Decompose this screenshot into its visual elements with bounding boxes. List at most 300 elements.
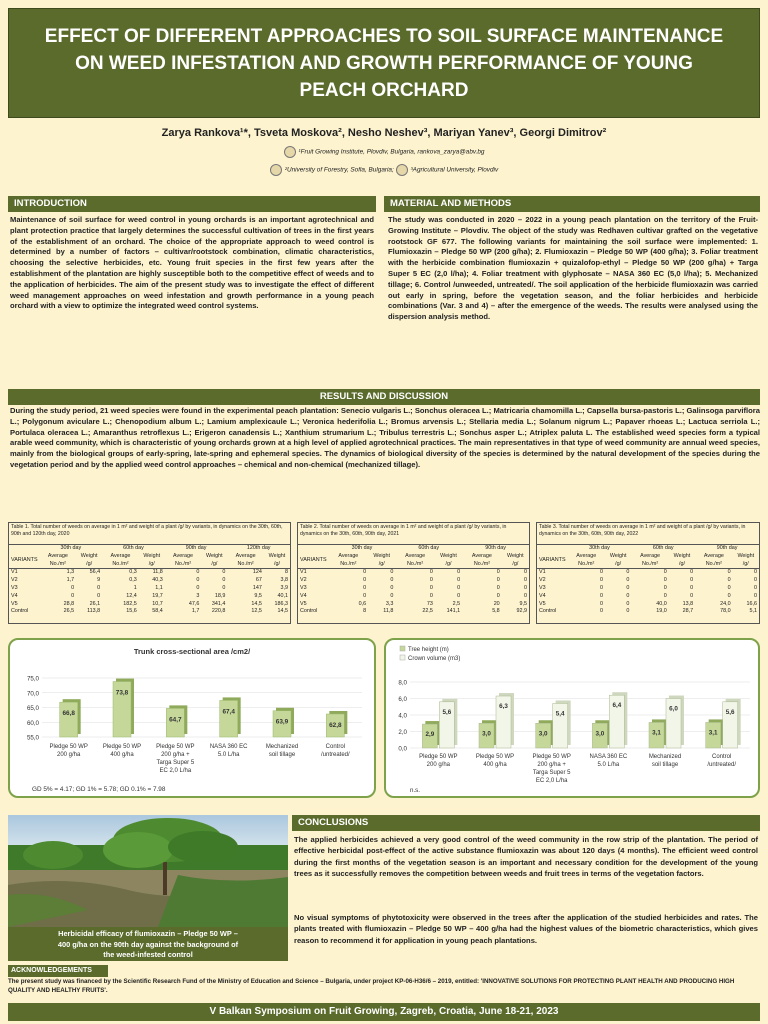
table-cell: 0 bbox=[390, 592, 394, 599]
table-row-label: V2 bbox=[300, 577, 307, 584]
table-cell: 0 bbox=[626, 569, 630, 576]
table-cell: 1,7 bbox=[66, 577, 75, 584]
table-row-label: V3 bbox=[539, 584, 546, 591]
table-2-header-empty bbox=[298, 545, 329, 553]
table-2-variants-header: VARIANTS bbox=[300, 556, 327, 563]
y-tick-label: 2,0 bbox=[398, 729, 407, 736]
table-cell: 0 bbox=[457, 569, 461, 576]
x-tick-label: NASA 360 EC bbox=[209, 744, 248, 750]
y-tick-label: 0,0 bbox=[398, 745, 407, 753]
table-3-header-empty bbox=[537, 545, 568, 553]
table-cell: 0,3 bbox=[129, 569, 137, 576]
bar-data-label: 63,9 bbox=[275, 718, 289, 726]
table-cell: 56,4 bbox=[89, 569, 101, 576]
table-3-subheader: Average No./m² bbox=[576, 552, 597, 567]
x-tick-label: 400 g/ha bbox=[110, 752, 134, 758]
methods-text: The study was conducted in 2020 – 2022 in a young peach plantation on the territory of the Fruit-Growing Institute – Plovdiv. The object of the study was Redhaven cultivar grafted on the vegetative rootstock GF 677. The following variants for maintaining the soil surface were implemented: 1. Flumioxazin – Pledge 50 WP (200 g/ha); 2. Flumioxazin – Pledge 50 WP (400 g/ha); 3. Foliar treatment with the herbicide combination flumioxazin + quizalofop-ethyl – Pledge 50 WP (200 g/ha) + Targa Super 5 EC (2,0 l/ha); 4. Foliar treatment with glyphosate – NASA 360 EC (5,0 l/ha); 5. Mechanized tillage; 6. Control /unweeded, untreated/. The soil application of the herbicide flumioxazin was carried out early in spring, before the vegetation season, and the foliar herbicides and herbicide combinations (Var. 3 and 4) – after the emergence of the weeds. The results were analysed using the dispersion analysis method. bbox=[388, 215, 758, 322]
table-cell: 0 bbox=[196, 584, 200, 591]
university-logo-icon bbox=[270, 164, 282, 176]
table-cell: 12,4 bbox=[126, 592, 137, 599]
table-cell: 5,1 bbox=[749, 608, 757, 615]
table-cell: 0 bbox=[222, 584, 226, 591]
title-line-1: EFFECT OF DIFFERENT APPROACHES TO SOIL SURFACE MAINTENANCE bbox=[44, 26, 724, 47]
bar-data-label: 6,3 bbox=[499, 703, 508, 711]
table-cell: 0 bbox=[97, 592, 101, 599]
table-row-label: V2 bbox=[539, 577, 546, 584]
table-cell: 0 bbox=[457, 592, 461, 599]
table-row-label: V1 bbox=[539, 569, 546, 576]
table-1-caption: Table 1. Total number of weeds on average in 1 m² and weight of a plant /g/ by variants, in dynamics on the 30th, 60th, 90th and 120th day, 2020 bbox=[9, 523, 290, 545]
table-cell: 40,0 bbox=[656, 600, 667, 607]
title-line-3: PEACH ORCHARD bbox=[299, 80, 469, 101]
table-cell: 13,8 bbox=[682, 600, 694, 607]
x-tick-label: /untreated/ bbox=[707, 762, 737, 768]
table-2-period: 60th day bbox=[418, 545, 440, 551]
y-tick-label: 70,0 bbox=[26, 690, 39, 698]
table-row bbox=[298, 601, 529, 609]
table-cell: 9,5 bbox=[254, 592, 262, 599]
table-cell: 147 bbox=[252, 584, 262, 591]
table-row bbox=[298, 608, 529, 616]
table-cell: 11,8 bbox=[152, 569, 163, 576]
table-cell: 0 bbox=[599, 608, 603, 615]
table-1-period: 60th day bbox=[123, 545, 144, 551]
table-3-period: 60th day bbox=[652, 545, 674, 551]
table-cell: 16,6 bbox=[746, 600, 757, 607]
table-row-label: V1 bbox=[11, 569, 18, 576]
table-2-grid bbox=[298, 545, 529, 616]
table-cell: 0 bbox=[496, 592, 500, 599]
table-cell: 220,8 bbox=[211, 608, 226, 615]
table-cell: 11,8 bbox=[383, 608, 394, 615]
table-row bbox=[537, 577, 759, 585]
table-cell: 0 bbox=[496, 569, 500, 576]
photo-caption-line: 400 g/ha on the 90th day against the background of bbox=[57, 939, 239, 949]
affiliation-1-text: ¹Fruit Growing Institute, Plovdiv, Bulgaria, rankova_zarya@abv.bg bbox=[298, 148, 485, 156]
table-1-grid bbox=[9, 545, 290, 616]
table-cell: 0 bbox=[663, 569, 667, 576]
table-row bbox=[9, 593, 290, 601]
x-tick-label: soil tillage bbox=[268, 752, 296, 758]
bar-data-label: 3,0 bbox=[482, 730, 491, 738]
table-row-label: V1 bbox=[300, 569, 307, 576]
table-cell: 0 bbox=[524, 577, 527, 584]
x-tick-label: soil tillage bbox=[651, 762, 679, 768]
table-cell: 0 bbox=[222, 569, 226, 576]
bar-data-label: 73,8 bbox=[115, 689, 129, 697]
x-tick-label: Pledge 50 WP bbox=[156, 744, 195, 750]
table-cell: 10,7 bbox=[152, 600, 163, 607]
table-cell: 0 bbox=[663, 577, 667, 584]
introduction-heading: INTRODUCTION bbox=[8, 196, 376, 212]
bar-data-label: 6,4 bbox=[612, 702, 622, 710]
table-cell: 0 bbox=[599, 600, 603, 607]
methods-heading: MATERIAL AND METHODS bbox=[384, 196, 760, 212]
table-row bbox=[9, 577, 290, 585]
table-cell: 0 bbox=[599, 569, 603, 576]
table-cell: 28,8 bbox=[63, 600, 75, 607]
table-1-header-empty bbox=[9, 545, 40, 553]
x-tick-label: 5.0 L/ha bbox=[597, 762, 620, 768]
bar bbox=[60, 702, 78, 737]
table-1-period: 90th day bbox=[185, 545, 207, 551]
table-3-subheader: Average No./m² bbox=[640, 552, 661, 567]
table-cell: 0 bbox=[71, 592, 75, 599]
table-cell: 3,8 bbox=[280, 577, 288, 584]
table-row bbox=[537, 608, 759, 616]
table-cell: 28,7 bbox=[682, 608, 694, 615]
table-3-grid bbox=[537, 545, 759, 616]
table-cell: 124 bbox=[252, 569, 262, 576]
table-cell: 40,3 bbox=[152, 577, 163, 584]
table-cell: 0 bbox=[727, 569, 731, 576]
legend-swatch bbox=[400, 655, 405, 660]
table-row-label: V5 bbox=[11, 600, 18, 607]
table-cell: 0 bbox=[363, 569, 367, 576]
conclusions-heading: CONCLUSIONS bbox=[292, 815, 760, 831]
results-heading: RESULTS AND DISCUSSION bbox=[8, 389, 760, 405]
tree-height-crown-chart bbox=[384, 638, 760, 798]
table-cell: 3 bbox=[196, 592, 200, 599]
table-cell: 18,9 bbox=[214, 592, 226, 599]
table-cell: 0 bbox=[524, 592, 527, 599]
table-cell: 26,1 bbox=[89, 600, 101, 607]
table-cell: 1,7 bbox=[191, 608, 200, 615]
orchard-photo bbox=[8, 815, 288, 927]
conclusions-paragraph-1: The applied herbicides achieved a very good control of the weed community in the row strip of the plantation. The period of effective herbicidal post-effect of the active substance flumioxazin was about 120 days (4 months). The efficient weed control during the first months of the vegetation season is an important and necessary condition for the development of the young trees as it successfully removes the competition between weeds and fruit trees in terms of the vegetation factors. bbox=[294, 835, 758, 879]
table-row-label: Control bbox=[11, 608, 29, 615]
photo-caption-line: Herbicidal efficacy of flumioxazin – Pledge 50 WP – bbox=[58, 929, 238, 938]
table-cell: 0 bbox=[496, 584, 500, 591]
table-cell: 182,5 bbox=[123, 600, 137, 607]
bar-data-label: 3,0 bbox=[538, 730, 548, 738]
footer-conference: V Balkan Symposium on Fruit Growing, Zagreb, Croatia, June 18-21, 2023 bbox=[8, 1003, 760, 1021]
table-2-subheader: Average No./m² bbox=[471, 552, 492, 567]
table-cell: 15,6 bbox=[126, 608, 137, 615]
table-row-label: V5 bbox=[300, 600, 307, 607]
table-cell: 0 bbox=[727, 584, 731, 591]
table-cell: 22,5 bbox=[422, 608, 433, 615]
x-tick-label: 5.0 L/ha bbox=[217, 752, 240, 758]
table-cell: 0 bbox=[754, 569, 757, 576]
table-row bbox=[537, 585, 759, 593]
bar-data-label: 6,0 bbox=[669, 705, 678, 713]
table-1-period: 30th day bbox=[60, 545, 82, 551]
table-cell: 0 bbox=[363, 584, 367, 591]
institute-logo-icon bbox=[284, 146, 296, 158]
trunk-area-chart bbox=[8, 638, 376, 798]
table-cell: 0 bbox=[754, 592, 757, 599]
table-1-variants-header: VARIANTS bbox=[11, 556, 38, 563]
table-cell: 341,4 bbox=[211, 600, 226, 607]
x-tick-label: Pledge 50 WP bbox=[475, 754, 515, 760]
x-tick-label: Targa Super 5 bbox=[156, 760, 195, 766]
table-row-label: V4 bbox=[300, 592, 307, 599]
bar-data-label: 5,4 bbox=[555, 710, 565, 718]
table-2-subheader: Weight /g/ bbox=[507, 552, 524, 567]
table-cell: 58,4 bbox=[152, 608, 163, 615]
x-tick-label: NASA 360 EC bbox=[589, 754, 628, 760]
bar bbox=[220, 700, 238, 737]
table-cell: 0 bbox=[626, 592, 630, 599]
table-3-caption: Table 3. Total number of weeds on average in 1 m² and weight of a plant /g/ by variants, in dynamics on the 30th, 60th, 90th day, 2022 bbox=[537, 523, 759, 545]
introduction-text: Maintenance of soil surface for weed control in young orchards is an important agrotechnical and plant protection practice that largely determines the successful cultivation of trees in the first years of the establishment of an orchard. The choice of the appropriate approach to weed control is determined by a number of factors – cultivar/rootstock combination, climatic characteristics, choosing the selective herbicides, etc. Young fruit species in the first few years after the establishment of the plantation are highly susceptible both to the competitive effect of weeds and to the application of herbicides. The aim of the present study was to investigate the effect of different weed management approaches on weed infestation and growth performance in a young peach orchard with a view to optimize the integrated weed control systems. bbox=[10, 215, 374, 311]
table-2-subheader: Weight /g/ bbox=[373, 552, 391, 567]
table-cell: 0 bbox=[196, 569, 200, 576]
bar-data-label: 5,6 bbox=[442, 708, 452, 716]
photo-caption bbox=[8, 927, 288, 961]
table-cell: 0 bbox=[727, 577, 731, 584]
table-row-label: Control bbox=[300, 608, 318, 615]
table-1-subheader: Average No./m² bbox=[235, 552, 256, 567]
y-tick-label: 75,0 bbox=[26, 675, 39, 683]
table-3-subheader: Average No./m² bbox=[703, 552, 724, 567]
bar-data-label: 2,9 bbox=[425, 731, 435, 739]
table-3-period: 30th day bbox=[589, 545, 610, 551]
table-cell: 0,6 bbox=[358, 600, 367, 607]
table-3 bbox=[536, 522, 760, 624]
table-cell: 0 bbox=[690, 584, 694, 591]
bar-data-label: 3,1 bbox=[652, 729, 661, 737]
table-cell: 0 bbox=[390, 577, 394, 584]
table-2 bbox=[297, 522, 530, 624]
table-cell: 0 bbox=[599, 577, 603, 584]
bar-data-label: 62,8 bbox=[329, 721, 342, 729]
affiliation-1 bbox=[0, 146, 768, 158]
table-cell: 0 bbox=[496, 577, 500, 584]
legend-swatch bbox=[400, 646, 405, 651]
bar-data-label: 3,0 bbox=[595, 730, 605, 738]
x-tick-label: 200 g/ha bbox=[426, 762, 451, 768]
table-cell: 0 bbox=[690, 592, 694, 599]
legend-label: Tree height (m) bbox=[408, 647, 449, 653]
table-cell: 0 bbox=[457, 577, 461, 584]
table-cell: 0 bbox=[390, 569, 394, 576]
table-2-caption: Table 2. Total number of weeds on average in 1 m² and weight of a plant /g/ by variants, in dynamics on the 30th, 60th, 90th day, 2021 bbox=[298, 523, 529, 545]
bar-data-label: 5,6 bbox=[725, 708, 735, 716]
table-cell: 0 bbox=[626, 584, 630, 591]
results-text: During the study period, 21 weed species were found in the experimental peach plantation: Senecio vulgaris L.; Sonchus oleracea L.; Matricaria chamomilla L.; Capsella bursa-pastoris L.; Galinsoga parviflora L.; Polygonum aviculare L.; Chenopodium album L.; Lamium amplexicaule L.; Veronica hederifolia L.; Bromus arvensis L.; Stellaria media L.; Solanum nigrum L.; Papaver rhoeas L.; Lactuca serriola L.; Portulaca oleracea L.; Amaranthus retroflexus L.; Erigeron canadensis L.; Xanthium strumarium L.; Tribulus terrestris L.; Sonchus asper L.; Atriplex paluta L. The established weed species form a typical arable weed community, which is characteristic of young orchards grown at a high level of applied agrotechnical practices. The main representatives in that type of weed community are annual weed species, mainly from the biological groups of early-spring, late-spring and ephemeral species. The dynamics of biological diversity of the species is determined by the natural development of the species during the vegetation period and by the applied weed control approaches – chemical and non-chemical (mechanized tillage). bbox=[10, 406, 760, 469]
table-row-label: V4 bbox=[11, 592, 18, 599]
table-cell: 0 bbox=[363, 577, 367, 584]
table-row-label: V2 bbox=[11, 577, 18, 584]
table-cell: 0 bbox=[727, 592, 731, 599]
table-cell: 14,5 bbox=[277, 608, 288, 615]
table-2-subheader: Average No./m² bbox=[338, 552, 359, 567]
table-row bbox=[9, 585, 290, 593]
table-1-subheader: Average No./m² bbox=[47, 552, 68, 567]
table-cell: 0 bbox=[524, 584, 527, 591]
x-tick-label: Mechanized bbox=[648, 754, 682, 760]
x-tick-label: 200 g/ha bbox=[56, 752, 81, 758]
table-cell: 12,5 bbox=[251, 608, 262, 615]
chart-1-significance-note: GD 5% = 4.17; GD 1% = 5.78; GD 0.1% = 7.98 bbox=[32, 786, 166, 793]
y-tick-label: 6,0 bbox=[398, 696, 407, 703]
table-cell: 1,1 bbox=[155, 584, 163, 591]
table-cell: 0 bbox=[524, 569, 527, 576]
table-cell: 0 bbox=[196, 577, 200, 584]
table-cell: 24,0 bbox=[720, 600, 731, 607]
table-cell: 47,6 bbox=[188, 600, 200, 607]
table-cell: 141,1 bbox=[446, 608, 461, 615]
table-row bbox=[298, 569, 529, 577]
x-tick-label: Pledge 50 WP bbox=[49, 744, 88, 750]
table-2-period: 30th day bbox=[351, 545, 373, 551]
photo-caption-line: the weed-infested control bbox=[103, 950, 193, 960]
table-row-label: V3 bbox=[11, 584, 18, 591]
acknowledgements-heading: ACKNOWLEDGEMENTS bbox=[8, 965, 108, 977]
table-cell: 0 bbox=[599, 592, 603, 599]
table-1-subheader: Weight /g/ bbox=[268, 552, 286, 567]
table-cell: 9,5 bbox=[519, 600, 527, 607]
table-cell: 26,5 bbox=[63, 608, 75, 615]
table-row bbox=[9, 608, 290, 616]
table-row bbox=[537, 601, 759, 609]
table-1 bbox=[8, 522, 291, 624]
table-cell: 0 bbox=[429, 592, 433, 599]
table-cell: 20 bbox=[493, 600, 500, 607]
table-row bbox=[9, 601, 290, 609]
table-1-subheader: Weight /g/ bbox=[80, 552, 98, 567]
table-1-period: 120th day bbox=[246, 545, 271, 551]
table-1-subheader: Weight /g/ bbox=[205, 552, 223, 567]
y-tick-label: 65,0 bbox=[26, 705, 39, 712]
x-tick-label: /untreated/ bbox=[320, 752, 350, 758]
table-cell: 0 bbox=[690, 569, 694, 576]
table-row-label: V4 bbox=[539, 592, 546, 599]
table-cell: 67 bbox=[255, 577, 262, 584]
table-2-body bbox=[298, 569, 529, 616]
x-tick-label: Targa Super 5 bbox=[532, 770, 571, 776]
table-3-subheader: Weight /g/ bbox=[673, 552, 691, 567]
table-cell: 2,5 bbox=[452, 600, 461, 607]
table-cell: 0 bbox=[429, 584, 433, 591]
table-1-subheader: Average No./m² bbox=[110, 552, 131, 567]
table-row-label: V3 bbox=[300, 584, 307, 591]
author-list: Zarya Rankova¹*, Tsveta Moskova², Nesho Neshev³, Mariyan Yanev³, Georgi Dimitrov² bbox=[161, 127, 607, 139]
table-cell: 0 bbox=[663, 584, 667, 591]
table-cell: 8 bbox=[285, 569, 288, 576]
table-cell: 0 bbox=[457, 584, 461, 591]
x-tick-label: Control bbox=[325, 744, 346, 750]
table-row bbox=[9, 569, 290, 577]
table-row bbox=[298, 593, 529, 601]
poster-title bbox=[8, 8, 760, 118]
table-cell: 0 bbox=[754, 584, 757, 591]
conclusions-paragraph-2: No visual symptoms of phytotoxicity were observed in the trees after the application of the studied herbicides and rates. The plants treated with flumioxazin – Pledge 50 WP – 400 g/ha had the highest values of the biometric characteristics, which gives reason to recommend it for application in young peach plantations. bbox=[294, 913, 758, 945]
table-3-variants-header: VARIANTS bbox=[539, 556, 566, 563]
table-3-body bbox=[537, 569, 759, 616]
table-3-subheader: Weight /g/ bbox=[609, 552, 627, 567]
table-cell: 186,3 bbox=[274, 600, 288, 607]
table-cell: 0 bbox=[390, 584, 394, 591]
significance-note: n.s. bbox=[410, 787, 420, 794]
table-cell: 0 bbox=[663, 592, 667, 599]
table-row-label: V5 bbox=[539, 600, 546, 607]
x-tick-label: Pledge 50 WP bbox=[102, 744, 142, 750]
table-cell: 92,9 bbox=[516, 608, 527, 615]
chart-title: Trunk cross-sectional area /cm2/ bbox=[133, 647, 251, 656]
x-tick-label: Mechanized bbox=[265, 744, 299, 750]
table-cell: 113,8 bbox=[87, 608, 101, 615]
trunk-area-chart-svg bbox=[10, 640, 374, 796]
x-tick-label: EC 2,0 L/ha bbox=[535, 778, 568, 784]
table-2-period: 90th day bbox=[485, 545, 506, 551]
table-cell: 0,3 bbox=[129, 577, 137, 584]
bar-data-label: 67,4 bbox=[222, 708, 235, 716]
table-cell: 0 bbox=[97, 584, 101, 591]
table-cell: 0 bbox=[626, 577, 630, 584]
table-cell: 0 bbox=[599, 584, 603, 591]
table-cell: 0 bbox=[71, 584, 75, 591]
table-cell: 8 bbox=[363, 608, 367, 615]
bar-data-label: 66,8 bbox=[62, 710, 75, 718]
table-cell: 19,7 bbox=[152, 592, 163, 599]
table-2-subheader: Average No./m² bbox=[405, 552, 426, 567]
y-tick-label: 8,0 bbox=[398, 679, 407, 687]
table-3-subheader: Weight /g/ bbox=[737, 552, 755, 567]
affiliation-2-text: ²University of Forestry, Sofia, Bulgaria; bbox=[284, 166, 394, 174]
table-row bbox=[537, 593, 759, 601]
table-1-subheader: Average No./m² bbox=[173, 552, 194, 567]
x-tick-label: EC 2,0 L/ha bbox=[159, 768, 192, 774]
bar-data-label: 64,7 bbox=[169, 716, 182, 724]
table-cell: 0 bbox=[754, 577, 757, 584]
table-cell: 19,0 bbox=[656, 608, 667, 615]
table-2-subheader: Weight /g/ bbox=[440, 552, 457, 567]
agri-university-logo-icon bbox=[396, 164, 408, 176]
table-cell: 0 bbox=[690, 577, 694, 584]
affiliation-2-3 bbox=[0, 164, 768, 176]
table-cell: 0 bbox=[626, 600, 630, 607]
x-tick-label: Pledge 50 WP bbox=[532, 754, 571, 760]
y-tick-label: 60,0 bbox=[26, 719, 39, 727]
x-tick-label: 400 g/ha bbox=[483, 762, 507, 768]
table-cell: 78,0 bbox=[720, 608, 731, 615]
y-tick-label: 4,0 bbox=[398, 712, 407, 720]
table-cell: 3,3 bbox=[385, 600, 394, 607]
x-tick-label: Control bbox=[711, 754, 732, 760]
table-row-label: Control bbox=[539, 608, 557, 615]
tree-height-crown-chart-svg bbox=[386, 640, 758, 796]
table-1-body bbox=[9, 569, 290, 616]
table-cell: 0 bbox=[222, 577, 226, 584]
table-row bbox=[537, 569, 759, 577]
x-tick-label: 200 g/ha + bbox=[537, 762, 566, 768]
table-cell: 73 bbox=[426, 600, 433, 607]
bar-data-label: 3,1 bbox=[708, 729, 718, 737]
y-tick-label: 55,0 bbox=[26, 734, 39, 742]
table-row bbox=[298, 585, 529, 593]
table-cell: 0 bbox=[429, 577, 433, 584]
table-cell: 1,3 bbox=[66, 569, 75, 576]
table-1-subheader: Weight /g/ bbox=[143, 552, 161, 567]
title-line-2: ON WEED INFESTATION AND GROWTH PERFORMANCE OF YOUNG bbox=[75, 53, 693, 74]
table-cell: 0 bbox=[626, 608, 630, 615]
table-cell: 9 bbox=[97, 577, 101, 584]
table-3-period: 90th day bbox=[716, 545, 738, 551]
legend-label: Crown volume (m3) bbox=[408, 656, 461, 662]
table-cell: 1 bbox=[133, 584, 137, 591]
table-cell: 0 bbox=[363, 592, 367, 599]
table-cell: 0 bbox=[429, 569, 433, 576]
x-tick-label: 200 g/ha + bbox=[161, 752, 190, 758]
table-cell: 3,9 bbox=[280, 584, 288, 591]
table-cell: 14,5 bbox=[251, 600, 262, 607]
table-row bbox=[298, 577, 529, 585]
table-cell: 40,1 bbox=[277, 592, 288, 599]
x-tick-label: Pledge 50 WP bbox=[419, 754, 458, 760]
